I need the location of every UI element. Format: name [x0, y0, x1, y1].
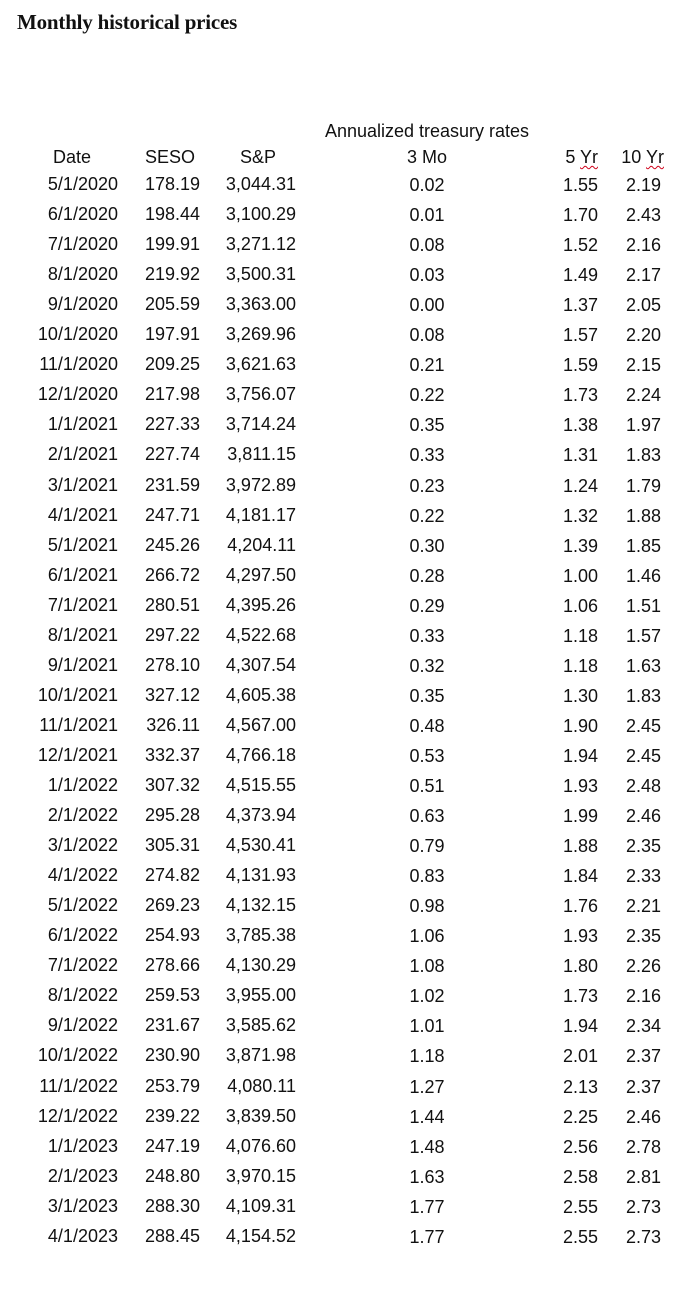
sp-cell: 3,970.15 [225, 1165, 296, 1186]
column-header-10yr-unit: Yr [646, 147, 664, 167]
sp-cell: 3,714.24 [225, 414, 296, 435]
10yr-cell: 2.35 [625, 836, 661, 857]
5yr-cell: 1.94 [562, 745, 598, 766]
10yr-cell: 2.05 [625, 295, 661, 316]
date-cell: 9/1/2022 [47, 1015, 118, 1036]
date-cell: 2/1/2021 [47, 444, 118, 465]
seso-cell: 239.22 [144, 1105, 200, 1126]
seso-cell: 227.74 [144, 444, 200, 465]
5yr-cell: 2.55 [562, 1226, 598, 1247]
sp-cell: 4,109.31 [225, 1195, 296, 1216]
10yr-cell: 2.35 [625, 926, 661, 947]
sp-cell: 3,839.50 [225, 1105, 296, 1126]
sp-cell: 4,567.00 [225, 714, 296, 735]
date-cell: 8/1/2021 [47, 624, 118, 645]
10yr-cell: 1.57 [625, 625, 661, 646]
seso-cell: 295.28 [144, 805, 200, 826]
5yr-cell: 1.24 [562, 475, 598, 496]
sp-cell: 4,181.17 [225, 504, 296, 525]
3mo-cell: 0.21 [409, 355, 445, 376]
column-header-5yr-number: 5 [565, 147, 580, 167]
5yr-cell: 1.39 [562, 535, 598, 556]
seso-cell: 332.37 [144, 744, 200, 765]
seso-cell: 197.91 [144, 324, 200, 345]
5yr-cell: 2.13 [562, 1076, 598, 1097]
sp-cell: 4,373.94 [225, 805, 296, 826]
date-cell: 11/1/2022 [39, 1075, 118, 1096]
sp-cell: 4,080.11 [227, 1075, 296, 1096]
seso-cell: 219.92 [144, 264, 200, 285]
seso-cell: 269.23 [144, 895, 200, 916]
5yr-cell: 1.37 [562, 295, 598, 316]
seso-cell: 305.31 [144, 835, 200, 856]
3mo-cell: 1.02 [409, 986, 445, 1007]
5yr-cell: 1.00 [562, 565, 598, 586]
date-cell: 7/1/2022 [47, 955, 118, 976]
3mo-cell: 0.53 [409, 745, 445, 766]
date-cell: 12/1/2020 [37, 384, 118, 405]
5yr-cell: 1.30 [562, 685, 598, 706]
date-cell: 6/1/2020 [47, 204, 118, 225]
date-cell: 8/1/2022 [47, 985, 118, 1006]
sp-cell: 3,756.07 [225, 384, 296, 405]
3mo-cell: 0.08 [409, 325, 445, 346]
3mo-cell: 0.33 [409, 625, 445, 646]
date-cell: 9/1/2021 [47, 654, 118, 675]
10yr-cell: 2.46 [625, 806, 661, 827]
date-cell: 1/1/2023 [47, 1135, 118, 1156]
sp-cell: 3,500.31 [225, 264, 296, 285]
3mo-cell: 0.08 [409, 235, 445, 256]
seso-cell: 217.98 [144, 384, 200, 405]
5yr-cell: 1.73 [562, 986, 598, 1007]
seso-cell: 259.53 [144, 985, 200, 1006]
column-header-10yr-number: 10 [621, 147, 646, 167]
date-cell: 10/1/2022 [37, 1045, 118, 1066]
seso-cell: 209.25 [144, 354, 200, 375]
seso-cell: 247.19 [144, 1135, 200, 1156]
date-cell: 5/1/2021 [47, 534, 118, 555]
5yr-cell: 2.56 [562, 1136, 598, 1157]
date-cell: 6/1/2021 [47, 564, 118, 585]
seso-cell: 247.71 [144, 504, 200, 525]
date-cell: 10/1/2021 [37, 684, 118, 705]
sp-cell: 4,766.18 [225, 744, 296, 765]
3mo-cell: 1.77 [409, 1226, 445, 1247]
3mo-cell: 1.63 [409, 1166, 445, 1187]
10yr-cell: 2.73 [625, 1196, 661, 1217]
3mo-cell: 0.29 [409, 595, 445, 616]
3mo-cell: 1.06 [409, 926, 445, 947]
seso-cell: 278.66 [144, 955, 200, 976]
5yr-cell: 2.25 [562, 1106, 598, 1127]
5yr-cell: 1.59 [562, 355, 598, 376]
3mo-cell: 1.48 [409, 1136, 445, 1157]
seso-cell: 288.45 [144, 1225, 200, 1246]
sp-cell: 3,044.31 [225, 174, 296, 194]
column-header-3mo: 3 Mo [406, 147, 448, 167]
date-cell: 4/1/2022 [47, 865, 118, 886]
5yr-cell: 1.90 [562, 715, 598, 736]
5yr-cell: 1.88 [562, 836, 598, 857]
3mo-cell: 0.23 [409, 475, 445, 496]
5yr-cell: 1.76 [562, 896, 598, 917]
date-cell: 3/1/2022 [47, 835, 118, 856]
10yr-cell: 1.51 [625, 595, 661, 616]
5yr-cell: 1.99 [562, 806, 598, 827]
sp-cell: 3,269.96 [225, 324, 296, 345]
date-cell: 7/1/2020 [47, 234, 118, 255]
3mo-cell: 0.03 [409, 265, 445, 286]
sp-cell: 4,605.38 [225, 684, 296, 705]
seso-cell: 205.59 [144, 294, 200, 315]
3mo-cell: 0.22 [409, 505, 445, 526]
sp-cell: 3,955.00 [225, 985, 296, 1006]
5yr-cell: 2.01 [562, 1046, 598, 1067]
sp-cell: 3,871.98 [225, 1045, 296, 1066]
5yr-cell: 1.31 [562, 445, 598, 466]
10yr-cell: 2.20 [625, 325, 661, 346]
date-cell: 4/1/2023 [47, 1225, 118, 1246]
5yr-cell: 1.93 [562, 776, 598, 796]
3mo-cell: 0.01 [409, 205, 445, 226]
seso-cell: 297.22 [144, 624, 200, 645]
10yr-cell: 2.33 [625, 866, 661, 887]
seso-cell: 253.79 [144, 1075, 200, 1096]
3mo-cell: 0.63 [409, 806, 445, 827]
3mo-cell: 1.08 [409, 956, 445, 977]
seso-cell: 231.59 [144, 474, 200, 495]
5yr-cell: 1.80 [562, 956, 598, 977]
treasury-group-header: Annualized treasury rates [324, 121, 530, 141]
sp-cell: 3,972.89 [225, 474, 296, 495]
10yr-cell: 2.19 [625, 175, 661, 195]
10yr-cell: 2.78 [625, 1136, 661, 1157]
sp-cell: 4,522.68 [225, 624, 296, 645]
seso-cell: 278.10 [144, 654, 200, 675]
column-header-5yr-unit: Yr [580, 147, 598, 167]
5yr-cell: 1.18 [562, 655, 598, 676]
seso-cell: 248.80 [144, 1165, 200, 1186]
5yr-cell: 1.49 [562, 265, 598, 286]
3mo-cell: 0.28 [409, 565, 445, 586]
3mo-cell: 0.30 [409, 535, 445, 556]
10yr-cell: 2.26 [625, 956, 661, 977]
column-header-sp: S&P [239, 147, 277, 167]
sp-cell: 3,585.62 [225, 1015, 296, 1036]
10yr-cell: 2.15 [625, 355, 661, 376]
10yr-cell: 2.24 [625, 385, 661, 406]
seso-cell: 230.90 [144, 1045, 200, 1066]
10yr-cell: 2.45 [625, 715, 661, 736]
sp-cell: 4,297.50 [225, 564, 296, 585]
seso-cell: 280.51 [144, 594, 200, 615]
date-cell: 4/1/2021 [47, 504, 118, 525]
3mo-cell: 0.83 [409, 866, 445, 887]
date-cell: 10/1/2020 [37, 324, 118, 345]
3mo-cell: 0.48 [409, 715, 445, 736]
date-cell: 12/1/2021 [37, 744, 118, 765]
sp-cell: 4,204.11 [227, 534, 296, 555]
seso-cell: 199.91 [144, 234, 200, 255]
10yr-cell: 2.73 [625, 1226, 661, 1247]
seso-cell: 266.72 [144, 564, 200, 585]
10yr-cell: 2.37 [625, 1046, 661, 1067]
3mo-cell: 0.02 [409, 175, 445, 195]
seso-cell: 274.82 [144, 865, 200, 886]
3mo-cell: 1.44 [409, 1106, 445, 1127]
10yr-cell: 2.16 [625, 986, 661, 1007]
10yr-cell: 1.46 [625, 565, 661, 586]
10yr-cell: 2.81 [625, 1166, 661, 1187]
10yr-cell: 1.88 [625, 505, 661, 526]
3mo-cell: 0.22 [409, 385, 445, 406]
10yr-cell: 2.34 [625, 1016, 661, 1037]
5yr-cell: 1.18 [562, 625, 598, 646]
date-cell: 2/1/2023 [47, 1165, 118, 1186]
3mo-cell: 0.32 [409, 655, 445, 676]
date-cell: 5/1/2020 [47, 174, 118, 194]
5yr-cell: 1.06 [562, 595, 598, 616]
column-header-10yr [580, 146, 664, 168]
3mo-cell: 0.35 [409, 685, 445, 706]
date-cell: 1/1/2022 [47, 775, 118, 795]
date-cell: 3/1/2021 [47, 474, 118, 495]
10yr-cell: 2.21 [625, 896, 661, 917]
sp-cell: 3,100.29 [225, 204, 296, 225]
5yr-cell: 1.70 [562, 205, 598, 226]
10yr-cell: 2.37 [625, 1076, 661, 1097]
10yr-cell: 2.43 [625, 205, 661, 226]
sp-cell: 4,515.55 [225, 775, 296, 795]
date-cell: 12/1/2022 [37, 1105, 118, 1126]
10yr-cell: 2.46 [625, 1106, 661, 1127]
sp-cell: 3,811.15 [227, 444, 296, 465]
date-cell: 8/1/2020 [47, 264, 118, 285]
3mo-cell: 1.77 [409, 1196, 445, 1217]
sp-cell: 3,621.63 [225, 354, 296, 375]
sp-cell: 4,132.15 [225, 895, 296, 916]
sp-cell: 3,271.12 [225, 234, 296, 255]
10yr-cell: 1.83 [625, 445, 661, 466]
5yr-cell: 1.55 [562, 175, 598, 195]
10yr-cell: 1.63 [625, 655, 661, 676]
3mo-cell: 0.79 [409, 836, 445, 857]
3mo-cell: 1.18 [409, 1046, 445, 1067]
date-cell: 5/1/2022 [47, 895, 118, 916]
column-header-seso: SESO [144, 147, 196, 167]
seso-cell: 227.33 [144, 414, 200, 435]
date-cell: 2/1/2022 [47, 805, 118, 826]
3mo-cell: 1.27 [409, 1076, 445, 1097]
seso-cell: 326.11 [146, 714, 200, 735]
date-cell: 6/1/2022 [47, 925, 118, 946]
3mo-cell: 0.51 [409, 776, 445, 796]
date-cell: 11/1/2020 [39, 354, 118, 375]
5yr-cell: 1.94 [562, 1016, 598, 1037]
10yr-cell: 2.45 [625, 745, 661, 766]
seso-cell: 307.32 [144, 775, 200, 795]
5yr-cell: 2.55 [562, 1196, 598, 1217]
10yr-cell: 2.16 [625, 235, 661, 256]
5yr-cell: 1.57 [562, 325, 598, 346]
10yr-cell: 2.17 [625, 265, 661, 286]
date-cell: 7/1/2021 [47, 594, 118, 615]
5yr-cell: 2.58 [562, 1166, 598, 1187]
seso-cell: 254.93 [144, 925, 200, 946]
sp-cell: 4,395.26 [225, 594, 296, 615]
10yr-cell: 1.85 [625, 535, 661, 556]
date-cell: 9/1/2020 [47, 294, 118, 315]
sp-cell: 3,363.00 [225, 294, 296, 315]
sp-cell: 4,307.54 [225, 654, 296, 675]
seso-cell: 198.44 [144, 204, 200, 225]
5yr-cell: 1.84 [562, 866, 598, 887]
5yr-cell: 1.32 [562, 505, 598, 526]
10yr-cell: 1.97 [625, 415, 661, 436]
date-cell: 11/1/2021 [39, 714, 118, 735]
date-cell: 1/1/2021 [47, 414, 118, 435]
5yr-cell: 1.38 [562, 415, 598, 436]
seso-cell: 288.30 [144, 1195, 200, 1216]
10yr-cell: 2.48 [625, 776, 661, 796]
10yr-cell: 1.83 [625, 685, 661, 706]
10yr-cell: 1.79 [625, 475, 661, 496]
3mo-cell: 0.33 [409, 445, 445, 466]
3mo-cell: 1.01 [409, 1016, 445, 1037]
sp-cell: 4,076.60 [225, 1135, 296, 1156]
5yr-cell: 1.52 [562, 235, 598, 256]
column-header-date: Date [52, 147, 92, 167]
sp-cell: 4,130.29 [225, 955, 296, 976]
seso-cell: 245.26 [144, 534, 200, 555]
sp-cell: 4,530.41 [225, 835, 296, 856]
sp-cell: 3,785.38 [225, 925, 296, 946]
seso-cell: 178.19 [144, 174, 200, 194]
sp-cell: 4,131.93 [225, 865, 296, 886]
3mo-cell: 0.98 [409, 896, 445, 917]
3mo-cell: 0.00 [409, 295, 445, 316]
seso-cell: 231.67 [144, 1015, 200, 1036]
5yr-cell: 1.73 [562, 385, 598, 406]
3mo-cell: 0.35 [409, 415, 445, 436]
sp-cell: 4,154.52 [225, 1225, 296, 1246]
seso-cell: 327.12 [144, 684, 200, 705]
5yr-cell: 1.93 [562, 926, 598, 947]
page-title: Monthly historical prices [17, 10, 238, 34]
date-cell: 3/1/2023 [47, 1195, 118, 1216]
